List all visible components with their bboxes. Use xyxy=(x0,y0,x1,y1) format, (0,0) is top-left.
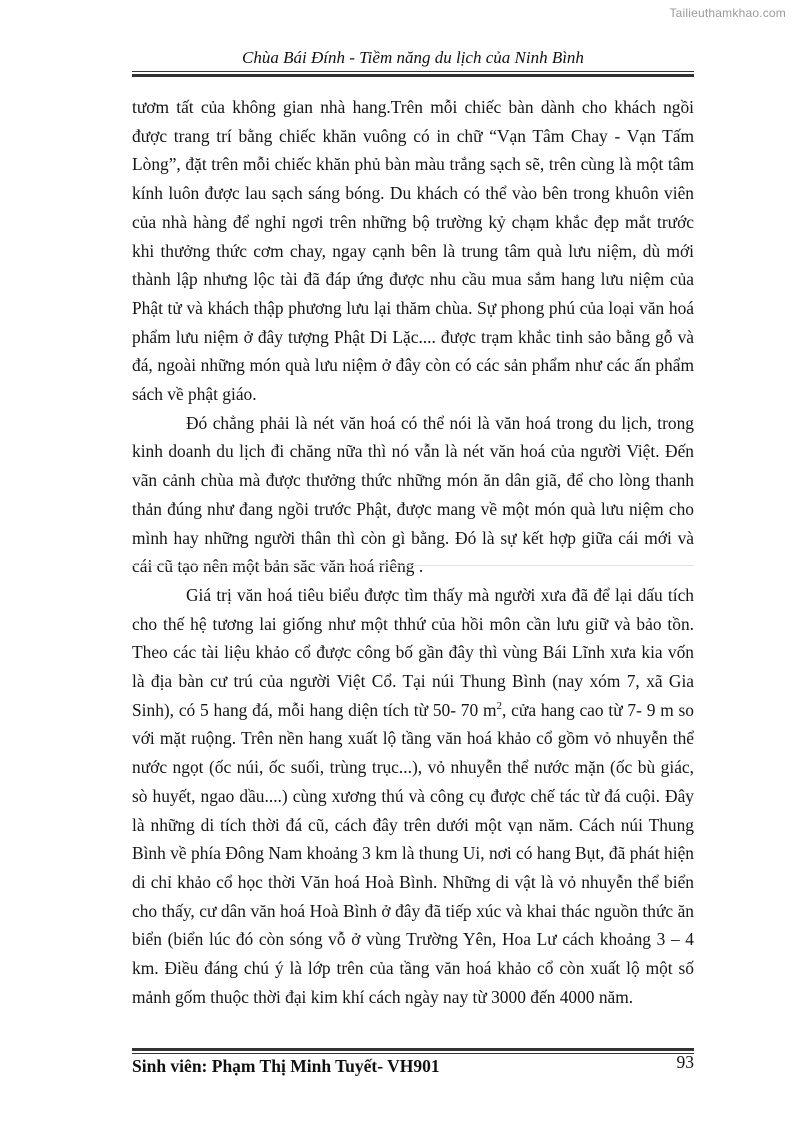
paragraph-3-part-2: , cửa hang cao từ 7- 9 m so với mặt ruộng. Trên nền hang xuất lộ tầng văn hoá khảo cổ gồm vỏ nhuyễn thể nước ngọt (ốc núi, ốc suối, trùng trục...), vỏ nhuyễn thể nước mặn (ốc bù giác, sò huyết, ngao dầu....) cùng xương thú và công cụ được chế tác từ đá cuội. Đây là những di tích thời đá cũ, cách đây trên dưới một vạn năm. Cách núi Thung Bình về phía Đông Nam khoảng 3 km là thung Ui, nơi có hang Bụt, đã phát hiện di chỉ khảo cổ học thời Văn hoá Hoà Bình. Những di vật là vỏ nhuyễn thể biển cho thấy, cư dân văn hoá Hoà Bình ở đây đã tiếp xúc và khai thác nguồn thức ăn biển (biển lúc đó còn sóng vỗ ở vùng Trường Yên, Hoa Lư cách khoảng 3 – 4 km. Điều đáng chú ý là lớp trên của tầng văn hoá khảo cổ còn xuất lộ một số mảnh gốm thuộc thời đại kim khí cách ngày nay từ 3000 đến 4000 năm. xyxy=(132,699,694,1007)
paragraph-1: tươm tất của không gian nhà hang.Trên mỗi chiếc bàn dành cho khách ngồi được trang trí bằng chiếc khăn vuông có in chữ “Vạn Tâm Chay - Vạn Tấm Lòng”, đặt trên mỗi chiếc khăn phủ bàn màu trắng sạch sẽ, trên cùng là một tâm kính luôn được lau sạch sáng bóng. Du khách có thể vào bên trong khuôn viên của nhà hàng để nghỉ ngơi trên những bộ trường kỷ chạm khắc đẹp mắt trước khi thưởng thức cơm chay, ngay cạnh bên là trung tâm quà lưu niệm, dù mới thành lập nhưng lộc tài đã đáp ứng được nhu cầu mua sắm hang lưu niệm của Phật tử và khách thập phương lưu lại thăm chùa. Sự phong phú của loại văn hoá phẩm lưu niệm ở đây tượng Phật Di Lặc.... được trạm khắc tinh sảo bằng gỗ và đá, ngoài những món quà lưu niệm ở đây còn có các sản phẩm như các ấn phẩm sách về phật giáo. xyxy=(132,97,694,405)
footer-rule-thin xyxy=(132,1053,694,1054)
header-rule-thin xyxy=(132,71,694,72)
paragraph-3-part-1: Giá trị văn hoá tiêu biểu được tìm thấy mà người xưa đã để lại dấu tích cho thế hệ tương lai giống như một thhứ của hồi môn cần lưu giữ và bảo tồn. Theo các tài liệu khảo cổ được công bố gần đây thì vùng Bái Lĩnh xưa kia vốn là địa bàn cư trú của người Việt Cổ. Tại núi Thung Bình (nay xóm 7, xã Gia Sinh), có 5 hang đá, mỗi hang diện tích từ 50- 70 m xyxy=(132,584,694,720)
page-header-title: Chùa Bái Đính - Tiềm năng du lịch của Ninh Bình xyxy=(242,48,584,67)
body-text xyxy=(132,93,694,1012)
paragraph-divider xyxy=(132,565,694,566)
header-rule-thick xyxy=(132,74,694,77)
page-number: 93 xyxy=(676,1052,694,1072)
footer-student-name: Sinh viên: Phạm Thị Minh Tuyết- VH901 xyxy=(132,1056,440,1076)
paragraph-3 xyxy=(132,581,694,1012)
footer-rule-thick xyxy=(132,1048,694,1051)
watermark-text: Tailieuthamkhao.com xyxy=(669,6,786,20)
paragraph-2: Đó chẳng phải là nét văn hoá có thể nói là văn hoá trong du lịch, trong kinh doanh du lịch đi chăng nữa thì nó vẫn là nét văn hoá của người Việt. Đến vãn cảnh chùa mà được thưởng thức những món ăn dân giã, để cho lòng thanh thản đúng như đang ngồi trước Phật, được mang về một món quà lưu niệm cho mình hay những người thân thì còn gì bằng. Đó là sự kết hợp giữa cái mới và cái cũ tạo nên một bản săc văn hoá riêng . xyxy=(132,412,694,577)
superscript-square: 2 xyxy=(496,699,503,712)
